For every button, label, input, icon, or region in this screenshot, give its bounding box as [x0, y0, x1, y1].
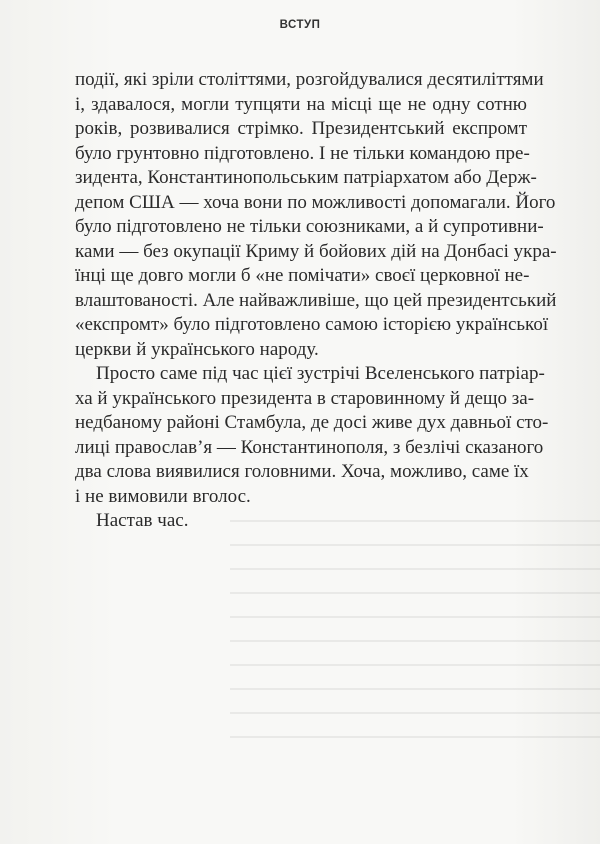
text-line: ха й українського президента в старовинному й дещо за-: [75, 387, 535, 409]
text-line: ками — без окупації Криму й бойових дій на Донбасі укра-: [75, 240, 557, 262]
text-line: і не вимовили вголос.: [75, 485, 251, 507]
show-through-text: [230, 520, 600, 750]
page-body: [75, 68, 557, 534]
text-line: два слова виявилися головними. Хоча, можливо, саме їх: [75, 461, 529, 482]
text-line: лиці православ’я — Константинополя, з безлічі сказаного: [75, 436, 544, 458]
text-line: депом США — хоча вони по можливості допомагали. Його: [75, 191, 556, 213]
text-line: Просто саме під час цієї зустрічі Вселенського патріар-: [96, 363, 545, 384]
paragraph: [75, 68, 557, 362]
text-line: і, здавалося, могли тупцяти на місці ще не одну сотню: [75, 93, 527, 115]
text-line: влаштованості. Але найважливіше, що цей президентський: [75, 289, 557, 311]
text-line: недбаному районі Стамбула, де досі живе дух давньої сто-: [75, 412, 549, 433]
text-line: «експромт» було підготовлено самою історією української: [75, 314, 549, 335]
text-line: Настав час.: [96, 510, 189, 531]
text-line: події, які зріли століттями, розгойдувалися десятиліттями: [75, 69, 544, 90]
paragraph: [75, 509, 527, 534]
text-line: зидента, Константинопольським патріархатом або Держ-: [75, 167, 537, 188]
text-line: було грунтовно підготовлено. І не тільки командою пре-: [75, 142, 530, 164]
text-line: було підготовлено не тільки союзниками, а й супротивни-: [75, 216, 544, 237]
running-header: ВСТУП: [279, 19, 321, 31]
text-line: церкви й українського народу.: [75, 338, 319, 360]
text-line: років, розвивалися стрімко. Президентський експромт: [75, 118, 527, 139]
text-line: їнці ще довго могли б «не помічати» своєї церковної не-: [75, 265, 530, 286]
paragraph: [75, 362, 549, 509]
